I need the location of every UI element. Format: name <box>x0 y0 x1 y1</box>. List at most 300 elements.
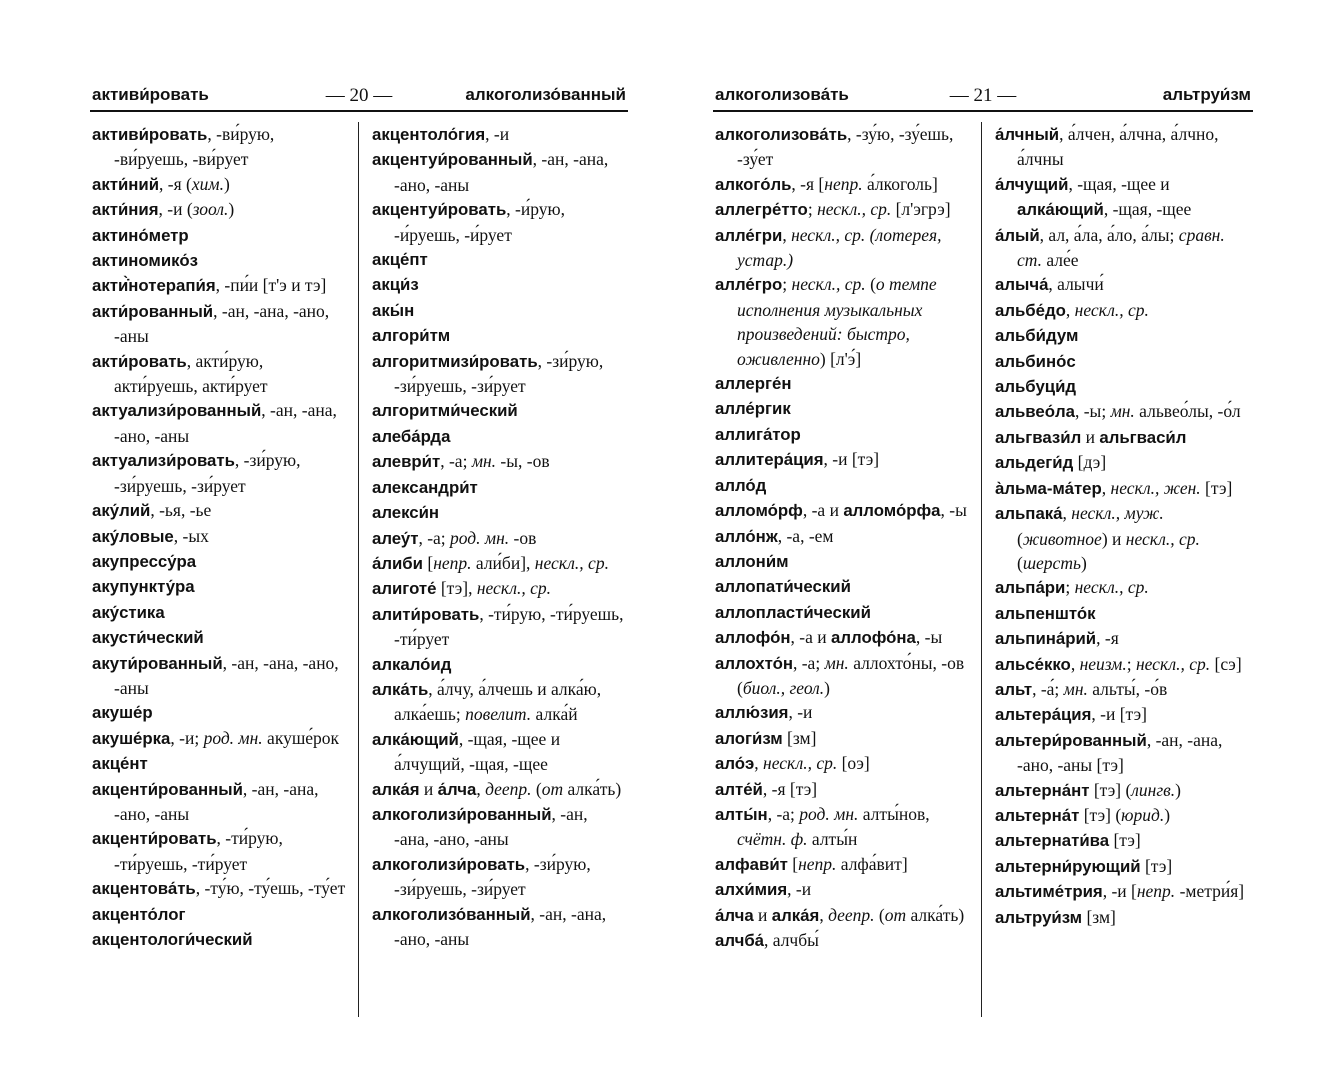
entry-text: ; <box>782 274 792 295</box>
dictionary-entry <box>372 449 626 474</box>
grammar-note: нескл., ср. <box>1135 653 1211 674</box>
entry-text: [дэ] <box>1073 452 1107 473</box>
grammar-note: нескл., жен. <box>1110 477 1201 498</box>
entry-text: , <box>1062 503 1072 524</box>
dictionary-entry <box>715 422 969 447</box>
dictionary-entry <box>372 197 626 247</box>
entry-text: , -а́; <box>1032 678 1064 699</box>
entry-text: , -и́рую, -и́руешь, -и́рует <box>394 199 565 245</box>
headword: алеба́рда <box>372 426 451 446</box>
headword: а̀льма-ма́тер <box>995 478 1102 498</box>
dictionary-entry <box>715 852 969 877</box>
header-first-word: активи́ровать <box>92 85 209 104</box>
headword: акцентоло́гия <box>372 125 486 144</box>
entry-text: [ <box>423 552 434 573</box>
headword: акти́ний <box>92 174 160 194</box>
column-2 <box>372 122 626 951</box>
entry-text: , -а; <box>767 803 800 824</box>
grammar-note: род. мн. <box>799 803 859 824</box>
entry-text: , -ви́рую, -ви́руешь, -ви́рует <box>114 124 275 170</box>
entry-text: ; <box>1126 653 1136 674</box>
dictionary-entry <box>92 600 346 625</box>
headword: аллопати́ческий <box>715 577 851 597</box>
headword: акти̇̀нотерапи́я <box>92 276 216 296</box>
headword: акупрессу́ра <box>92 551 197 571</box>
headword: акценти́рованный <box>92 779 243 799</box>
dictionary-entry <box>92 448 346 498</box>
dictionary-entry <box>995 425 1249 450</box>
headword: алекси́н <box>372 503 440 523</box>
dictionary-entry <box>92 398 346 448</box>
dictionary-entry <box>92 574 346 599</box>
headword: альт <box>995 679 1033 699</box>
headword: альтерни́рующий <box>995 856 1141 876</box>
entry-text: ( <box>865 274 876 295</box>
headword: акупункту́ра <box>92 577 195 597</box>
grammar-note: род. мн. <box>203 727 263 748</box>
entry-text: , -и <box>788 702 813 723</box>
entry-text: , <box>782 224 792 245</box>
dictionary-entry <box>92 273 346 298</box>
entry-text: , -ья, -ье <box>150 500 212 521</box>
entry-text: алка́ть) <box>563 778 622 799</box>
headword: акусти́ческий <box>92 628 204 648</box>
headword: аллегре́тто <box>715 200 808 220</box>
headword: акути́рованный <box>92 653 223 673</box>
headword: алка́ть <box>372 679 429 699</box>
entry-text: , -ы; <box>1074 401 1111 422</box>
headword: аллофо́н <box>715 628 791 648</box>
entry-text: алфа́вит] <box>836 853 908 874</box>
headword: алломо́рф <box>715 501 803 521</box>
entry-text: -ы, -ов <box>496 451 550 472</box>
grammar-note: нескл., ср. <box>1074 577 1149 598</box>
dictionary-entry <box>715 223 969 273</box>
headword: алеу́т <box>372 528 419 548</box>
dictionary-entry <box>92 524 346 549</box>
dictionary-entry <box>995 122 1249 172</box>
grammar-note: нескл., ср. <box>1125 528 1200 549</box>
entry-text: аллохто́ны, -ов ( <box>737 652 965 698</box>
headword: а́либи <box>372 553 423 573</box>
entry-text: , -а и <box>802 500 844 521</box>
entry-text: и <box>1081 426 1100 447</box>
dictionary-entry <box>92 498 346 523</box>
column-divider <box>358 122 359 1017</box>
headword: алка́ющий <box>372 729 459 749</box>
entry-text: , <box>476 778 486 799</box>
headword: альби́дум <box>995 326 1079 346</box>
column-1 <box>715 122 969 953</box>
grammar-note: деепр. <box>828 904 875 925</box>
entry-text: , -ан, -ана, -ано, -аны <box>114 652 339 698</box>
grammar-note: непр. <box>798 853 837 874</box>
dictionary-entry <box>995 476 1249 501</box>
headword: алка́я <box>372 779 420 799</box>
column-divider <box>981 122 982 1017</box>
entry-text: ) <box>824 677 830 698</box>
entry-text: ) [л'э́] <box>819 348 862 369</box>
page-header <box>713 82 1253 112</box>
dictionary-entry <box>372 298 626 323</box>
dictionary-entry <box>372 677 626 727</box>
dictionary-entry <box>995 349 1249 374</box>
headword: аллига́тор <box>715 424 801 444</box>
headword: а́лча <box>715 905 754 925</box>
headword: алкоголизо́ванный <box>372 904 531 924</box>
dictionary-entry <box>715 447 969 472</box>
dictionary-entry <box>995 828 1249 853</box>
dictionary-entry <box>715 172 969 197</box>
dictionary-entry <box>715 371 969 396</box>
header-last-word: алкоголизо́ванный <box>465 85 626 104</box>
grammar-note: от <box>541 778 564 799</box>
entry-text: , -и ( <box>158 199 193 220</box>
dictionary-entry <box>995 450 1249 475</box>
headword: акти́рованный <box>92 301 214 321</box>
entry-text: , <box>1070 653 1080 674</box>
headword: альбино́с <box>995 351 1076 371</box>
dictionary-entry <box>715 396 969 421</box>
headword: алхи́мия <box>715 880 788 900</box>
headword: акти́ния <box>92 200 159 220</box>
entry-text: , <box>1065 299 1075 320</box>
entry-text: , акти́рую, акти́руешь, акти́рует <box>114 350 268 397</box>
entry-text: [тэ] <box>1109 830 1141 851</box>
headword: актиномико́з <box>92 251 198 271</box>
grammar-note: о темпе исполнения музыкальных произведений: быстро, оживленно <box>737 274 937 369</box>
entry-text: , -зи́рую, -зи́руешь, -зи́рует <box>114 450 301 496</box>
dictionary-entry <box>715 197 969 222</box>
dictionary-entry <box>372 727 626 777</box>
entry-text: акуше́рок <box>262 727 340 748</box>
grammar-note: мн. <box>1063 678 1088 699</box>
grammar-note: деепр. <box>485 778 532 799</box>
dictionary-entry <box>92 902 346 927</box>
grammar-note: нескл., ср. <box>534 552 609 573</box>
header-last-word: альтруи́зм <box>1162 85 1251 104</box>
dictionary-entry <box>372 802 626 852</box>
headword: акцентова́ть <box>92 879 196 899</box>
headword: алка́я <box>771 905 820 925</box>
entry-text: , -ан, -ана, -ано, -аны <box>114 400 337 446</box>
entry-text: и <box>419 778 438 799</box>
dictionary-entry <box>92 826 346 876</box>
entry-text: ( <box>531 778 542 799</box>
grammar-note: юрид. <box>1121 804 1165 825</box>
headword: аку́стика <box>92 602 165 622</box>
dictionary-entry <box>715 802 969 852</box>
entry-text: [оэ] <box>837 753 870 774</box>
headword: аллерге́н <box>715 374 792 394</box>
dictionary-entry <box>715 600 969 625</box>
entry-text: ; <box>807 199 818 220</box>
entry-text: , -а; <box>792 652 825 673</box>
headword: а́лча <box>437 779 477 799</box>
grammar-note: неизм. <box>1079 653 1127 674</box>
headword: аллофо́на <box>831 628 916 648</box>
headword: алчба́ <box>715 931 765 950</box>
right-page <box>713 82 1253 1022</box>
entry-text: , -зу́ю, -зу́ешь, -зу́ет <box>737 124 954 170</box>
entry-text: , -и [тэ] <box>1091 704 1147 725</box>
headword: аллопласти́ческий <box>715 602 871 622</box>
dictionary-entry <box>372 122 626 147</box>
entry-text: , <box>1101 477 1111 498</box>
grammar-note: от <box>884 904 907 925</box>
headword: алломо́рфа <box>843 501 941 521</box>
dictionary-entry <box>995 298 1249 323</box>
headword: альбе́до <box>995 300 1066 320</box>
headword: альпа́ри <box>995 578 1066 598</box>
dictionary-entry <box>715 524 969 549</box>
entry-text: -метри́я] <box>1175 881 1245 902</box>
headword: акти́ровать <box>92 351 187 371</box>
headword: алло́д <box>715 475 767 495</box>
headword: акцентуи́ровать <box>372 200 507 220</box>
entry-text: [сэ] <box>1210 653 1242 674</box>
dictionary-entry <box>372 777 626 802</box>
dictionary-entry <box>372 424 626 449</box>
dictionary-entry <box>92 777 346 827</box>
entry-text: , а́лчу, а́лчешь и алка́ю, алка́ешь; <box>394 678 602 725</box>
entry-text: , -ан, -ана, -ано, -аны <box>114 300 330 347</box>
headword: актино́метр <box>92 225 189 245</box>
headword: альпеншто́к <box>995 603 1096 623</box>
headword: альтиме́трия <box>995 882 1103 902</box>
dictionary-entry <box>372 902 626 952</box>
dictionary-entry <box>995 728 1249 778</box>
dictionary-entry <box>995 626 1249 651</box>
entry-text: , -ан, -ана, -ано, -аны [тэ] <box>1017 729 1223 776</box>
headword: актуализи́рованный <box>92 401 262 421</box>
headword: аку́лий <box>92 501 151 521</box>
headword: акце́нт <box>92 754 148 774</box>
dictionary-entry <box>995 172 1249 223</box>
dictionary-entry <box>92 299 346 349</box>
entry-text: [тэ] ( <box>1089 779 1132 800</box>
column-1 <box>92 122 346 952</box>
headword: акуше́рка <box>92 728 171 748</box>
headword: алкало́ид <box>372 654 452 674</box>
headword: алле́ргик <box>715 399 791 419</box>
headword: аллитера́ция <box>715 450 824 470</box>
dictionary-entry <box>715 122 969 172</box>
dictionary-entry <box>372 500 626 525</box>
grammar-note: биол., геол. <box>742 677 825 698</box>
headword: алле́гри <box>715 225 783 245</box>
entry-text: ) и <box>1101 528 1126 549</box>
dictionary-entry <box>372 349 626 399</box>
entry-text: и <box>753 904 772 925</box>
entry-text: , -ан, -ана, -ано, -аны <box>394 803 588 850</box>
page-header <box>90 82 628 112</box>
entry-text: [тэ] <box>1200 477 1233 498</box>
grammar-note: непр. <box>433 552 472 573</box>
entry-text: , -ы <box>915 627 943 648</box>
headword: альпина́рий <box>995 629 1097 649</box>
entry-text: , алчбы́ <box>764 930 819 950</box>
dictionary-entry <box>372 147 626 197</box>
headword: ало́э <box>715 754 755 774</box>
entry-text: [тэ], <box>436 578 477 599</box>
grammar-note: лингв. <box>1131 779 1176 800</box>
headword: акцентуи́рованный <box>372 150 533 170</box>
headword: акуше́р <box>92 703 153 723</box>
dictionary-entry <box>715 651 969 701</box>
headword: алыча́ <box>995 275 1049 295</box>
entry-text: , -ту́ю, -ту́ешь, -ту́ет <box>195 878 346 899</box>
entry-text: -ов <box>509 527 537 548</box>
entry-text: ; <box>1065 577 1075 598</box>
dictionary-entry <box>92 549 346 574</box>
headword: акце́пт <box>372 250 428 270</box>
grammar-note: нескл., ср. (лотерея, устар.) <box>737 224 942 271</box>
headword: алка́ющий <box>1017 200 1104 220</box>
headword: алгоритми́ческий <box>372 401 518 421</box>
entry-text: , -зи́рую, -зи́руешь, -зи́рует <box>394 350 604 397</box>
page-number: — 20 — <box>325 85 393 106</box>
grammar-note: нескл., муж. <box>1071 503 1164 524</box>
headword: алте́й <box>715 779 763 799</box>
dictionary-entry <box>372 652 626 677</box>
dictionary-entry <box>372 247 626 272</box>
entry-text: [тэ] <box>1140 855 1173 876</box>
dictionary-entry <box>372 576 626 601</box>
dictionary-entry <box>92 876 346 901</box>
entry-text: [тэ] ( <box>1079 804 1122 825</box>
headword: акци́з <box>372 275 419 295</box>
entry-text: ) <box>1175 779 1181 800</box>
entry-text: алты́н <box>807 829 858 850</box>
dictionary-entry <box>995 803 1249 828</box>
dictionary-entry <box>715 625 969 650</box>
headword: александри́т <box>372 477 478 497</box>
entry-text: , -щая, -щее и а́лчущий, -щая, -щее <box>394 728 561 775</box>
grammar-note: нескл., ср. <box>791 274 866 295</box>
entry-text: алка́ть) <box>906 904 965 925</box>
dictionary-entry <box>372 398 626 423</box>
dictionary-entry <box>715 777 969 802</box>
dictionary-entry <box>715 498 969 523</box>
dictionary-entry <box>995 374 1249 399</box>
entry-text: альвео́лы, -о́л <box>1134 401 1241 422</box>
entry-text: , -и [ <box>1102 881 1137 902</box>
entry-text: , <box>819 904 829 925</box>
headword: акцентологи́ческий <box>92 930 253 949</box>
entry-text: ( <box>1017 528 1023 549</box>
entry-text: , -я <box>1096 628 1119 649</box>
dictionary-entry <box>92 349 346 399</box>
entry-text: [ <box>787 853 799 874</box>
entry-text: , -я [тэ] <box>762 778 818 799</box>
grammar-note: нескл., ср. <box>476 578 552 599</box>
entry-text: алка́й <box>531 704 578 725</box>
dictionary-entry <box>92 651 346 701</box>
headword: аллю́зия <box>715 703 789 723</box>
entry-text: , -ых <box>173 525 209 546</box>
entry-text: , -и; <box>170 727 204 748</box>
headword: алгори́тм <box>372 326 451 346</box>
dictionary-entry <box>715 877 969 902</box>
dictionary-entry <box>715 751 969 776</box>
headword: альтерна́нт <box>995 780 1090 800</box>
grammar-note: мн. <box>471 451 497 472</box>
headword: альвео́ла <box>995 402 1075 422</box>
entry-text: , алычи́ <box>1048 274 1104 295</box>
headword: алкоголизи́ровать <box>372 854 526 874</box>
dictionary-entry <box>92 927 346 952</box>
headword: алло́нж <box>715 526 778 546</box>
entry-text: ) <box>1080 552 1087 573</box>
grammar-note: непр. <box>824 173 863 194</box>
entry-text: а́лкоголь] <box>862 173 938 194</box>
dictionary-entry <box>715 903 969 928</box>
dictionary-entry <box>715 473 969 498</box>
grammar-note: нескл., ср. <box>817 199 892 220</box>
entry-text: ) <box>228 199 235 220</box>
dictionary-entry <box>372 323 626 348</box>
headword: алоги́зм <box>715 728 783 748</box>
dictionary-entry <box>372 272 626 297</box>
entry-text: [зм] <box>1082 906 1116 927</box>
dictionary-entry <box>372 475 626 500</box>
headword: альтера́ция <box>995 705 1092 725</box>
column-2 <box>995 122 1249 930</box>
dictionary-entry <box>995 272 1249 297</box>
entry-text: [л'эгрэ] <box>891 199 951 220</box>
headword: альгваси́л <box>1099 427 1187 447</box>
entry-text: , -ти́рую, -ти́руешь, -ти́рует <box>394 603 624 650</box>
grammar-note: непр. <box>1136 881 1176 902</box>
dictionary-entry <box>715 574 969 599</box>
dictionary-entry <box>995 854 1249 879</box>
dictionary-entry <box>92 625 346 650</box>
entry-text: , -щая, -щее и <box>1068 173 1170 194</box>
headword: альтерна́т <box>995 805 1080 825</box>
dictionary-entry <box>995 601 1249 626</box>
dictionary-entry <box>995 905 1249 930</box>
entry-text: але́е <box>1042 250 1079 271</box>
entry-text: , -а, -ем <box>777 525 834 546</box>
header-first-word: алкоголизова́ть <box>715 85 849 104</box>
dictionary-entry <box>715 549 969 574</box>
headword: а́лчущий <box>995 174 1069 194</box>
dictionary-entry <box>995 223 1249 273</box>
headword: альсе́кко <box>995 654 1071 674</box>
dictionary-entry <box>715 272 969 371</box>
headword: алты́н <box>715 804 768 824</box>
dictionary-entry <box>92 751 346 776</box>
headword: алеври́т <box>372 452 441 472</box>
headword: алле́гро <box>715 275 783 295</box>
dictionary-entry <box>715 726 969 751</box>
entry-text: , -и [тэ] <box>823 449 880 470</box>
headword: альгвази́л <box>995 427 1082 447</box>
headword: а́лчный <box>995 125 1060 144</box>
entry-text: ) <box>223 173 230 194</box>
left-page <box>90 82 628 1022</box>
page-number: — 21 — <box>949 85 1017 106</box>
grammar-note: животное <box>1022 528 1102 549</box>
dictionary-entry <box>715 928 969 953</box>
dictionary-entry <box>372 526 626 551</box>
grammar-note: мн. <box>1110 401 1135 422</box>
entry-text: , -а; <box>440 451 472 472</box>
grammar-note: повелит. <box>465 704 532 725</box>
dictionary-entry <box>92 197 346 222</box>
headword: алиготе́ <box>372 579 437 599</box>
